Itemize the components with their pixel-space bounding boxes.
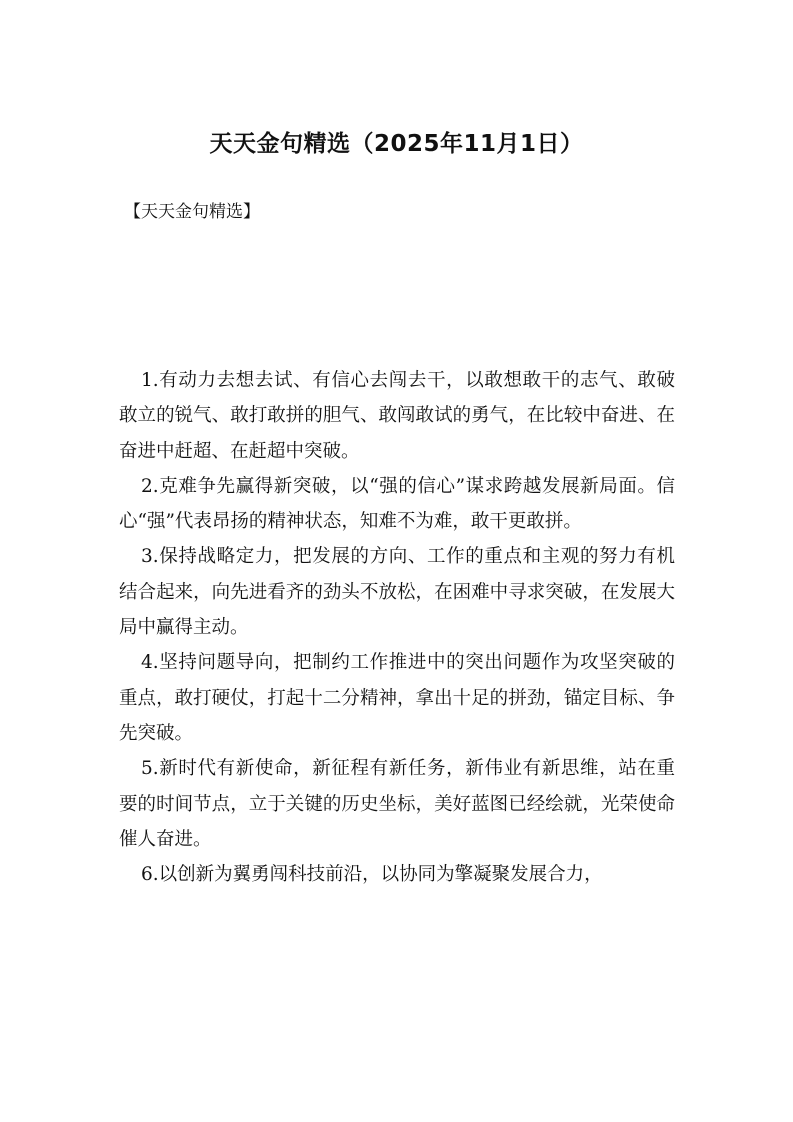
document-title: 天天金句精选（2025年11月1日） <box>209 131 584 157</box>
quote-paragraph-6: 6.以创新为翼勇闯科技前沿，以协同为擎凝聚发展合力， <box>141 864 603 886</box>
quote-paragraph-1: 1.有动力去想去试、有信心去闯去干，以敢想敢干的志气、敢破敢立的锐气、敢打敢拼的胆气、敢闯敢试的勇气，在比较中奋进、在奋进中赶超、在赶超中突破。 <box>119 370 675 462</box>
quote-paragraph-3: 3.保持战略定力，把发展的方向、工作的重点和主观的努力有机结合起来，向先进看齐的劲头不放松，在困难中寻求突破，在发展大局中赢得主动。 <box>119 546 675 639</box>
section-label: 【天天金句精选】 <box>124 202 260 222</box>
quote-paragraph-4: 4.坚持问题导向，把制约工作推进中的突出问题作为攻坚突破的重点，敢打硬仗，打起十二分精神，拿出十足的拼劲，锚定目标、争先突破。 <box>119 652 675 744</box>
document-body <box>119 363 675 892</box>
quote-paragraph-5: 5.新时代有新使命，新征程有新任务，新伟业有新思维，站在重要的时间节点，立于关键的历史坐标，美好蓝图已经绘就，光荣使命催人奋进。 <box>119 758 675 850</box>
quote-paragraph-2: 2.克难争先赢得新突破，以“强的信心”谋求跨越发展新局面。信心“强”代表昂扬的精神状态，知难不为难，敢干更敢拼。 <box>119 475 675 533</box>
